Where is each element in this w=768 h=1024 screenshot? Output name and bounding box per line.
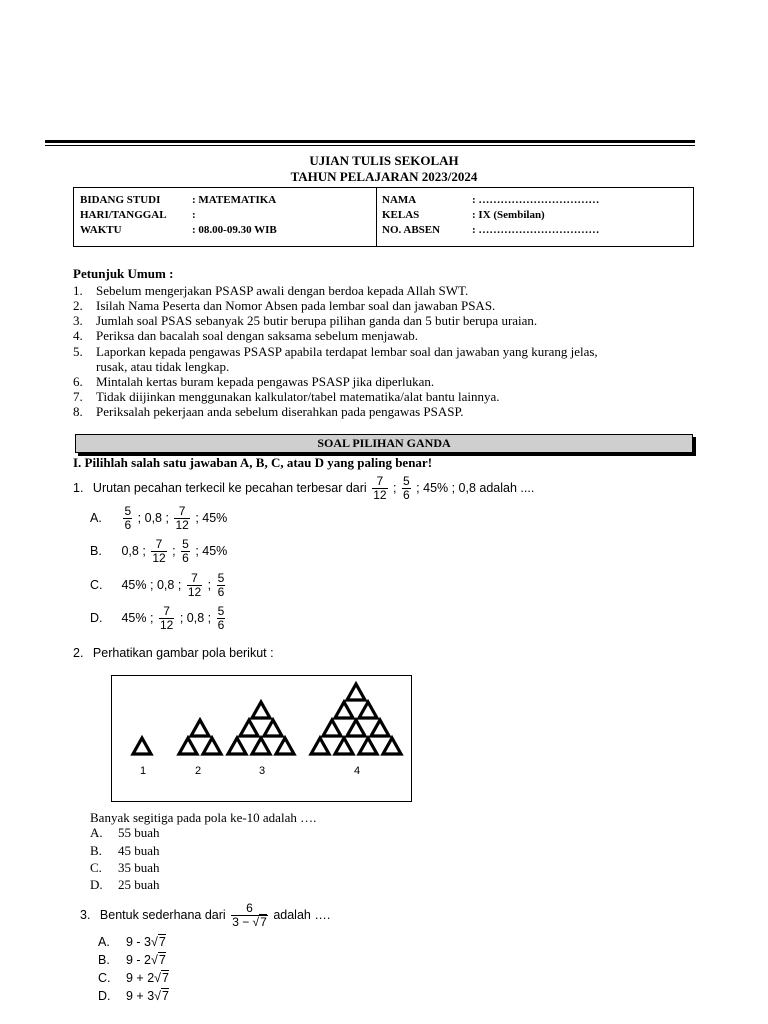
section-bar: SOAL PILIHAN GANDA bbox=[75, 434, 693, 453]
triangle-shape bbox=[335, 702, 353, 718]
info-value-nama: : …………………………… bbox=[472, 194, 600, 206]
triangle-shape bbox=[179, 738, 197, 754]
exam-info-box bbox=[73, 187, 694, 247]
petunjuk-heading: Petunjuk Umum : bbox=[73, 266, 174, 281]
question-1: 1. Urutan pecahan terkecil ke pecahan terbesar dari $\frac{7}{12}$ ; $\frac{5}{6}$ ; 45% ; 0,8 adalah .... bbox=[73, 474, 535, 502]
fraction: $\frac{7}{12}$ bbox=[152, 537, 166, 565]
triangle-shape bbox=[311, 738, 329, 754]
instr-item: Periksa dan bacalah soal dengan saksama sebelum menjawab. bbox=[96, 328, 418, 343]
q1-text-after: ; 45% ; 0,8 adalah .... bbox=[416, 480, 535, 495]
fraction: $\frac{5}{6}$ bbox=[182, 537, 189, 565]
q2-option-a[interactable]: A. 55 buah bbox=[90, 825, 160, 840]
instr-num: 3. bbox=[73, 313, 83, 328]
instr-num: 4. bbox=[73, 328, 83, 343]
instr-num: 7. bbox=[73, 389, 83, 404]
info-divider bbox=[376, 188, 377, 246]
q3-option-a[interactable]: A. 9 - 3√7 bbox=[98, 935, 166, 949]
fraction: $\frac{6}{3 - √7}$ bbox=[232, 901, 267, 929]
pattern-label: 1 bbox=[140, 765, 147, 777]
q1-option-c[interactable]: C. 45% ; 0,8 ; $\frac{7}{12}$ ; $\frac{5}{6}$ bbox=[90, 571, 225, 599]
q1-option-b[interactable]: B. 0,8 ; $\frac{7}{12}$ ; $\frac{5}{6}$ ; 45% bbox=[90, 537, 228, 565]
info-label-absen: NO. ABSEN bbox=[382, 224, 441, 236]
pattern-label: 3 bbox=[259, 765, 266, 777]
q3-number: 3. bbox=[80, 907, 91, 922]
info-value-absen: : …………………………… bbox=[472, 224, 600, 236]
triangle-shape bbox=[371, 720, 389, 736]
instr-item: Tidak diijinkan menggunakan kalkulator/tabel matematika/alat bantu lainnya. bbox=[96, 389, 500, 404]
q3-text-after: adalah …. bbox=[273, 907, 331, 922]
instr-item: Mintalah kertas buram kepada pengawas PSASP jika diperlukan. bbox=[96, 374, 435, 389]
question-3 bbox=[80, 902, 330, 929]
triangle-shape bbox=[359, 738, 377, 754]
question-2 bbox=[73, 646, 274, 660]
instr-num: 6. bbox=[73, 374, 83, 389]
triangle-shape bbox=[252, 738, 270, 754]
q1-text: Urutan pecahan terkecil ke pecahan terbesar dari bbox=[92, 480, 367, 495]
info-label-bidang: BIDANG STUDI bbox=[80, 194, 161, 206]
instr-item: Laporkan kepada pengawas PSASP apabila terdapat lembar soal dan jawaban yang kurang jelas, bbox=[96, 344, 598, 359]
exam-year: TAHUN PELAJARAN 2023/2024 bbox=[290, 169, 478, 184]
triangle-shape bbox=[191, 720, 209, 736]
triangle-shape bbox=[323, 720, 341, 736]
triangle-shape bbox=[133, 738, 151, 754]
instr-item: Isilah Nama Peserta dan Nomor Absen pada lembar soal dan jawaban PSAS. bbox=[96, 298, 496, 313]
fraction: $\frac{7}{12}$ bbox=[187, 571, 202, 599]
instr-item: rusak, atau tidak lengkap. bbox=[96, 359, 230, 374]
info-label-kelas: KELAS bbox=[382, 209, 420, 221]
triangle-shape bbox=[203, 738, 221, 754]
q3-option-c[interactable]: C. 9 + 2√7 bbox=[98, 971, 169, 985]
triangle-shape bbox=[240, 720, 258, 736]
fraction: $\frac{5}{6}$ bbox=[124, 504, 132, 532]
instr-item: Periksalah pekerjaan anda sebelum diserahkan pada pengawas PSASP. bbox=[96, 404, 464, 419]
fraction: $\frac{7}{12}$ bbox=[159, 604, 174, 632]
q2-question: Banyak segitiga pada pola ke-10 adalah …. bbox=[90, 810, 317, 825]
fraction: $\frac{7}{12}$ bbox=[373, 474, 387, 502]
info-label-waktu: WAKTU bbox=[80, 224, 122, 236]
triangle-shape bbox=[252, 702, 270, 718]
triangle-shape bbox=[347, 684, 365, 700]
triangle-shape bbox=[347, 720, 365, 736]
fraction: $\frac{7}{12}$ bbox=[175, 504, 189, 532]
top-rule-thin bbox=[45, 145, 695, 146]
info-value-kelas: : IX (Sembilan) bbox=[472, 209, 545, 221]
pattern-label: 2 bbox=[195, 765, 202, 777]
instr-num: 5. bbox=[73, 344, 83, 359]
q1-number: 1. bbox=[73, 480, 84, 495]
pattern-label: 4 bbox=[354, 765, 361, 777]
triangle-pattern-figure bbox=[111, 675, 412, 802]
q3-option-d[interactable]: D. 9 + 3√7 bbox=[98, 989, 169, 1003]
q2-number: 2. bbox=[73, 646, 84, 660]
q2-option-c[interactable]: C. 35 buah bbox=[90, 860, 160, 875]
triangle-shape bbox=[276, 738, 294, 754]
section-instruction: I. Pilihlah salah satu jawaban A, B, C, atau D yang paling benar! bbox=[73, 455, 433, 470]
info-value-waktu: : 08.00-09.30 WIB bbox=[192, 224, 277, 236]
triangle-shape bbox=[359, 702, 377, 718]
q1-option-d[interactable]: D. 45% ; $\frac{7}{12}$ ; 0,8 ; $\frac{5}{6}$ bbox=[90, 604, 225, 632]
q2-option-b[interactable]: B. 45 buah bbox=[90, 843, 160, 858]
info-value-hari: : bbox=[192, 209, 196, 221]
triangle-pattern-svg bbox=[112, 676, 411, 801]
exam-title: UJIAN TULIS SEKOLAH bbox=[309, 153, 459, 168]
instr-num: 2. bbox=[73, 298, 83, 313]
triangle-shape bbox=[228, 738, 246, 754]
q3-option-b[interactable]: B. 9 - 2√7 bbox=[98, 953, 166, 967]
q3-text: Bentuk sederhana dari bbox=[99, 907, 226, 922]
instr-item: Jumlah soal PSAS sebanyak 25 butir berupa pilihan ganda dan 5 butir berupa uraian. bbox=[96, 313, 538, 328]
instr-item: Sebelum mengerjakan PSASP awali dengan berdoa kepada Allah SWT. bbox=[96, 283, 469, 298]
q1-option-a[interactable]: A. $\frac{5}{6}$ ; 0,8 ; $\frac{7}{12}$ ; 45% bbox=[90, 504, 228, 532]
fraction: $\frac{5}{6}$ bbox=[217, 571, 225, 599]
q2-text: Perhatikan gambar pola berikut : bbox=[92, 646, 274, 660]
top-rule-thick bbox=[45, 140, 695, 143]
triangle-shape bbox=[383, 738, 401, 754]
instr-num: 8. bbox=[73, 404, 83, 419]
info-label-nama: NAMA bbox=[382, 194, 417, 206]
triangle-shape bbox=[335, 738, 353, 754]
instr-num: 1. bbox=[73, 283, 83, 298]
info-label-hari: HARI/TANGGAL bbox=[80, 209, 167, 221]
info-value-bidang: : MATEMATIKA bbox=[192, 194, 277, 206]
fraction: $\frac{5}{6}$ bbox=[217, 604, 225, 632]
fraction: $\frac{5}{6}$ bbox=[403, 474, 410, 502]
triangle-shape bbox=[264, 720, 282, 736]
q2-option-d[interactable]: D. 25 buah bbox=[90, 877, 160, 892]
